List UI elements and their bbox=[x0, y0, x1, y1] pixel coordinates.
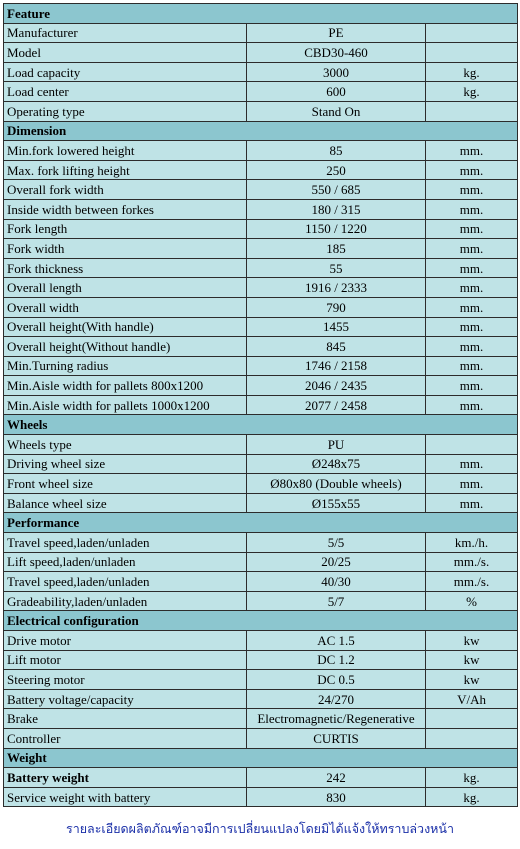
spec-value: 242 bbox=[247, 768, 426, 788]
spec-label: Min.Aisle width for pallets 1000x1200 bbox=[4, 395, 247, 415]
spec-row bbox=[4, 180, 518, 200]
spec-row bbox=[4, 239, 518, 259]
spec-row bbox=[4, 631, 518, 651]
spec-label: Lift speed,laden/unladen bbox=[4, 552, 247, 572]
spec-value: 2077 / 2458 bbox=[247, 395, 426, 415]
spec-unit: mm. bbox=[426, 493, 518, 513]
spec-unit: kg. bbox=[426, 62, 518, 82]
spec-unit: % bbox=[426, 591, 518, 611]
spec-value: Stand On bbox=[247, 101, 426, 121]
spec-unit: mm. bbox=[426, 356, 518, 376]
spec-label: Battery weight bbox=[4, 768, 247, 788]
spec-unit: mm. bbox=[426, 317, 518, 337]
spec-table bbox=[3, 3, 518, 807]
spec-value: 5/5 bbox=[247, 533, 426, 553]
spec-row bbox=[4, 689, 518, 709]
spec-label: Service weight with battery bbox=[4, 787, 247, 807]
spec-unit: km./h. bbox=[426, 533, 518, 553]
spec-row bbox=[4, 23, 518, 43]
spec-row bbox=[4, 395, 518, 415]
spec-unit: mm. bbox=[426, 376, 518, 396]
spec-label: Controller bbox=[4, 728, 247, 748]
spec-value: 55 bbox=[247, 258, 426, 278]
spec-unit bbox=[426, 435, 518, 455]
spec-value: 790 bbox=[247, 297, 426, 317]
section-header bbox=[4, 748, 518, 768]
spec-label: Inside width between forkes bbox=[4, 199, 247, 219]
spec-unit: mm. bbox=[426, 454, 518, 474]
spec-label: Fork width bbox=[4, 239, 247, 259]
spec-unit: kg. bbox=[426, 82, 518, 102]
spec-unit: mm. bbox=[426, 199, 518, 219]
spec-label: Travel speed,laden/unladen bbox=[4, 533, 247, 553]
spec-unit: mm. bbox=[426, 395, 518, 415]
spec-label: Min.Turning radius bbox=[4, 356, 247, 376]
section-header bbox=[4, 121, 518, 141]
spec-label: Travel speed,laden/unladen bbox=[4, 572, 247, 592]
spec-value: 85 bbox=[247, 141, 426, 161]
spec-unit: mm. bbox=[426, 297, 518, 317]
section-header bbox=[4, 415, 518, 435]
spec-unit: kw bbox=[426, 650, 518, 670]
spec-label: Model bbox=[4, 43, 247, 63]
spec-row bbox=[4, 278, 518, 298]
spec-value: 830 bbox=[247, 787, 426, 807]
spec-row bbox=[4, 337, 518, 357]
spec-unit: mm./s. bbox=[426, 552, 518, 572]
spec-label: Operating type bbox=[4, 101, 247, 121]
spec-value: 1746 / 2158 bbox=[247, 356, 426, 376]
spec-row bbox=[4, 474, 518, 494]
spec-row bbox=[4, 62, 518, 82]
spec-row bbox=[4, 297, 518, 317]
spec-label: Battery voltage/capacity bbox=[4, 689, 247, 709]
spec-label: Overall height(With handle) bbox=[4, 317, 247, 337]
section-title: Electrical configuration bbox=[4, 611, 518, 631]
spec-row bbox=[4, 101, 518, 121]
spec-value: 550 / 685 bbox=[247, 180, 426, 200]
spec-label: Brake bbox=[4, 709, 247, 729]
spec-row bbox=[4, 787, 518, 807]
spec-label: Min.Aisle width for pallets 800x1200 bbox=[4, 376, 247, 396]
spec-row bbox=[4, 670, 518, 690]
spec-unit: mm. bbox=[426, 258, 518, 278]
spec-unit: mm. bbox=[426, 278, 518, 298]
spec-row bbox=[4, 728, 518, 748]
spec-value: 180 / 315 bbox=[247, 199, 426, 219]
spec-label: Balance wheel size bbox=[4, 493, 247, 513]
spec-unit: mm. bbox=[426, 219, 518, 239]
spec-label: Load capacity bbox=[4, 62, 247, 82]
spec-unit: kw bbox=[426, 670, 518, 690]
spec-value: 5/7 bbox=[247, 591, 426, 611]
spec-value: Ø155x55 bbox=[247, 493, 426, 513]
spec-row bbox=[4, 454, 518, 474]
spec-unit: mm. bbox=[426, 141, 518, 161]
section-header bbox=[4, 611, 518, 631]
spec-value: 2046 / 2435 bbox=[247, 376, 426, 396]
spec-unit bbox=[426, 43, 518, 63]
spec-value: 1916 / 2333 bbox=[247, 278, 426, 298]
spec-row bbox=[4, 768, 518, 788]
spec-label: Gradeability,laden/unladen bbox=[4, 591, 247, 611]
spec-unit: mm. bbox=[426, 180, 518, 200]
spec-unit: kw bbox=[426, 631, 518, 651]
spec-unit: V/Ah bbox=[426, 689, 518, 709]
spec-unit: mm. bbox=[426, 239, 518, 259]
spec-row bbox=[4, 199, 518, 219]
spec-label: Fork length bbox=[4, 219, 247, 239]
spec-row bbox=[4, 572, 518, 592]
spec-label: Load center bbox=[4, 82, 247, 102]
spec-unit bbox=[426, 23, 518, 43]
spec-label: Drive motor bbox=[4, 631, 247, 651]
spec-label: Overall width bbox=[4, 297, 247, 317]
spec-label: Manufacturer bbox=[4, 23, 247, 43]
spec-label: Overall height(Without handle) bbox=[4, 337, 247, 357]
spec-row bbox=[4, 160, 518, 180]
section-title: Dimension bbox=[4, 121, 518, 141]
section-title: Feature bbox=[4, 4, 518, 24]
spec-row bbox=[4, 356, 518, 376]
spec-unit: mm. bbox=[426, 337, 518, 357]
spec-unit bbox=[426, 709, 518, 729]
spec-row bbox=[4, 82, 518, 102]
spec-label: Overall length bbox=[4, 278, 247, 298]
spec-value: DC 0.5 bbox=[247, 670, 426, 690]
spec-unit: mm./s. bbox=[426, 572, 518, 592]
section-header bbox=[4, 513, 518, 533]
spec-value: Ø248x75 bbox=[247, 454, 426, 474]
section-header bbox=[4, 4, 518, 24]
spec-label: Max. fork lifting height bbox=[4, 160, 247, 180]
spec-value: 250 bbox=[247, 160, 426, 180]
spec-row bbox=[4, 219, 518, 239]
spec-label: Fork thickness bbox=[4, 258, 247, 278]
spec-row bbox=[4, 650, 518, 670]
spec-unit: mm. bbox=[426, 474, 518, 494]
spec-value: Electromagnetic/Regenerative bbox=[247, 709, 426, 729]
spec-row bbox=[4, 141, 518, 161]
spec-value: 20/25 bbox=[247, 552, 426, 572]
spec-value: PU bbox=[247, 435, 426, 455]
spec-value: 24/270 bbox=[247, 689, 426, 709]
spec-value: 1150 / 1220 bbox=[247, 219, 426, 239]
spec-label: Steering motor bbox=[4, 670, 247, 690]
spec-row bbox=[4, 552, 518, 572]
disclaimer-note: รายละเอียดผลิตภัณฑ์อาจมีการเปลี่ยนแปลงโดยมิได้แจ้งให้ทราบล่วงหน้า bbox=[66, 821, 454, 836]
spec-unit: kg. bbox=[426, 787, 518, 807]
spec-row bbox=[4, 376, 518, 396]
section-title: Performance bbox=[4, 513, 518, 533]
spec-label: Min.fork lowered height bbox=[4, 141, 247, 161]
spec-value: CBD30-460 bbox=[247, 43, 426, 63]
spec-row bbox=[4, 709, 518, 729]
spec-value: DC 1.2 bbox=[247, 650, 426, 670]
spec-label: Driving wheel size bbox=[4, 454, 247, 474]
spec-row bbox=[4, 43, 518, 63]
spec-row bbox=[4, 435, 518, 455]
spec-row bbox=[4, 493, 518, 513]
spec-label: Lift motor bbox=[4, 650, 247, 670]
spec-unit bbox=[426, 101, 518, 121]
spec-unit: mm. bbox=[426, 160, 518, 180]
spec-value: PE bbox=[247, 23, 426, 43]
spec-table-body bbox=[4, 4, 518, 807]
spec-row bbox=[4, 533, 518, 553]
spec-row bbox=[4, 591, 518, 611]
spec-label: Front wheel size bbox=[4, 474, 247, 494]
spec-label: Wheels type bbox=[4, 435, 247, 455]
spec-value: 600 bbox=[247, 82, 426, 102]
spec-value: 845 bbox=[247, 337, 426, 357]
spec-value: 3000 bbox=[247, 62, 426, 82]
spec-value: CURTIS bbox=[247, 728, 426, 748]
spec-unit bbox=[426, 728, 518, 748]
spec-row bbox=[4, 258, 518, 278]
spec-value: 1455 bbox=[247, 317, 426, 337]
spec-value: 185 bbox=[247, 239, 426, 259]
spec-value: 40/30 bbox=[247, 572, 426, 592]
section-title: Weight bbox=[4, 748, 518, 768]
spec-label: Overall fork width bbox=[4, 180, 247, 200]
section-title: Wheels bbox=[4, 415, 518, 435]
spec-value: Ø80x80 (Double wheels) bbox=[247, 474, 426, 494]
spec-value: AC 1.5 bbox=[247, 631, 426, 651]
spec-unit: kg. bbox=[426, 768, 518, 788]
spec-row bbox=[4, 317, 518, 337]
